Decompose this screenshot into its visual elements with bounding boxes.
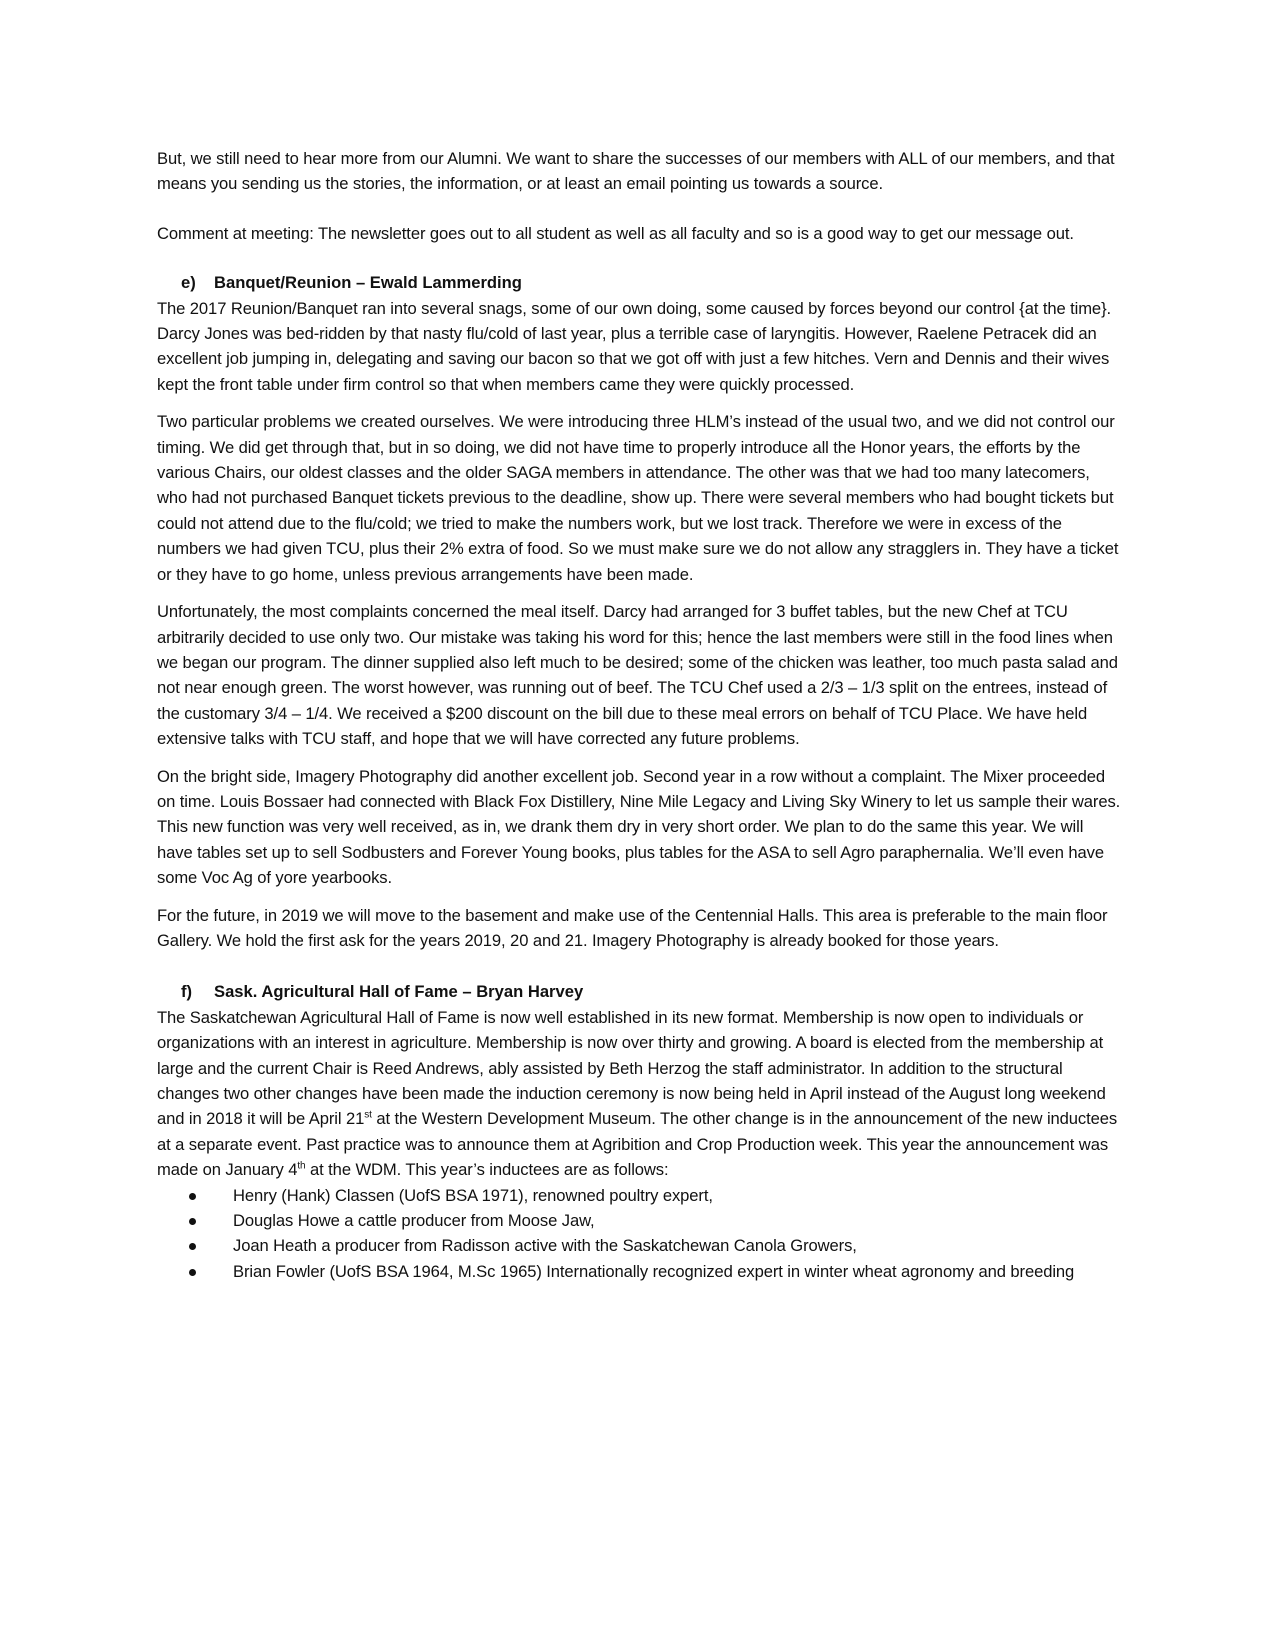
bullet-icon — [189, 1243, 196, 1250]
section-e-heading — [157, 270, 1122, 295]
section-f-heading — [157, 979, 1122, 1004]
ordinal-suffix: th — [297, 1160, 306, 1172]
ordinal-suffix: st — [364, 1109, 372, 1121]
list-item: Brian Fowler (UofS BSA 1964, M.Sc 1965) Internationally recognized expert in winter wheat agronomy and breeding — [157, 1259, 1122, 1284]
section-f-letter: f) — [181, 982, 193, 1002]
banquet-paragraph: Unfortunately, the most complaints concerned the meal itself. Darcy had arranged for 3 buffet tables, but the new Chef at TCU arbitrarily decided to use only two. Our mistake was taking his word for this; hence the last members were still in the food lines when we began our program. The dinner supplied also left much to be desired; some of the chicken was leather, too much pasta salad and not near enough green. The worst however, was running out of beef. The TCU Chef used a 2/3 – 1/3 split on the entrees, instead of the customary 3/4 – 1/4. We received a $200 discount on the bill due to these meal errors on behalf of TCU Place. We have held extensive talks with TCU staff, and hope that we will have corrected any future problems. — [157, 602, 1118, 749]
section-e-title: Banquet/Reunion – Ewald Lammerding — [214, 273, 522, 293]
bullet-icon — [189, 1269, 196, 1276]
section-f-title: Sask. Agricultural Hall of Fame – Bryan Harvey — [214, 982, 584, 1002]
list-item: Joan Heath a producer from Radisson active with the Saskatchewan Canola Growers, — [157, 1233, 1122, 1258]
banquet-paragraph: For the future, in 2019 we will move to the basement and make use of the Centennial Halls. This area is preferable to the main floor Gallery. We hold the first ask for the years 2019, 20 and 21. Imagery Photography is already booked for those years. — [157, 905, 1108, 950]
list-item: Douglas Howe a cattle producer from Moose Jaw, — [157, 1208, 1122, 1233]
bullet-icon — [189, 1218, 196, 1225]
bullet-icon — [189, 1193, 196, 1200]
inductees-list — [157, 1183, 1122, 1285]
banquet-paragraph: The 2017 Reunion/Banquet ran into several snags, some of our own doing, some caused by forces beyond our control {at the time}. Darcy Jones was bed-ridden by that nasty flu/cold of last year, plus a terrible case of laryngitis. However, Raelene Petracek did an excellent job jumping in, delegating and saving our bacon so that we got off with just a few hitches. Vern and Dennis and their wives kept the front table under firm control so that when members came they were quickly processed. — [157, 298, 1112, 394]
hall-of-fame-paragraph: The Saskatchewan Agricultural Hall of Fame is now well established in its new format. Membership is now open to individuals or organizations with an interest in agriculture. Membership is now over thirty and growing. A board is elected from the membership at large and the current Chair is Reed Andrews, ably assisted by Beth Herzog the staff administrator. In addition to the structural changes two other changes have been made the induction ceremony is now being held in April instead of the August long weekend and in 2018 it will be April 21st at the Western Development Museum. The other change is in the announcement of the new inductees at a separate event. Past practice was to announce them at Agribition and Crop Production week. This year the announcement was made on January 4th at the WDM. This year’s inductees are as follows: — [157, 1007, 1118, 1180]
section-e-letter: e) — [181, 273, 196, 293]
banquet-paragraph: Two particular problems we created ourselves. We were introducing three HLM’s instead of the usual two, and we did not control our timing. We did get through that, but in so doing, we did not have time to properly introduce all the Honor years, the efforts by the various Chairs, our oldest classes and the older SAGA members in attendance. The other was that we had too many latecomers, who had not purchased Banquet tickets previous to the deadline, show up. There were several members who had bought tickets but could not attend due to the flu/cold; we tried to make the numbers work, but we lost track. Therefore we were in excess of the numbers we had given TCU, plus their 2% extra of food. So we must make sure we do not allow any stragglers in. They have a ticket or they have to go home, unless previous arrangements have been made. — [157, 412, 1119, 584]
document-page — [157, 146, 1122, 1284]
intro-paragraph: But, we still need to hear more from our Alumni. We want to share the successes of our members with ALL of our members, and that means you sending us the stories, the information, or at least an email pointing us towards a source. — [157, 149, 1115, 194]
list-item: Henry (Hank) Classen (UofS BSA 1971), renowned poultry expert, — [157, 1183, 1122, 1208]
meeting-comment-paragraph: Comment at meeting: The newsletter goes out to all student as well as all faculty and so is a good way to get our message out. — [157, 223, 1074, 243]
banquet-paragraph: On the bright side, Imagery Photography did another excellent job. Second year in a row without a complaint. The Mixer proceeded on time. Louis Bossaer had connected with Black Fox Distillery, Nine Mile Legacy and Living Sky Winery to let us sample their wares. This new function was very well received, as in, we drank them dry in very short order. We plan to do the same this year. We will have tables set up to sell Sodbusters and Forever Young books, plus tables for the ASA to sell Agro paraphernalia. We’ll even have some Voc Ag of yore yearbooks. — [157, 766, 1121, 888]
